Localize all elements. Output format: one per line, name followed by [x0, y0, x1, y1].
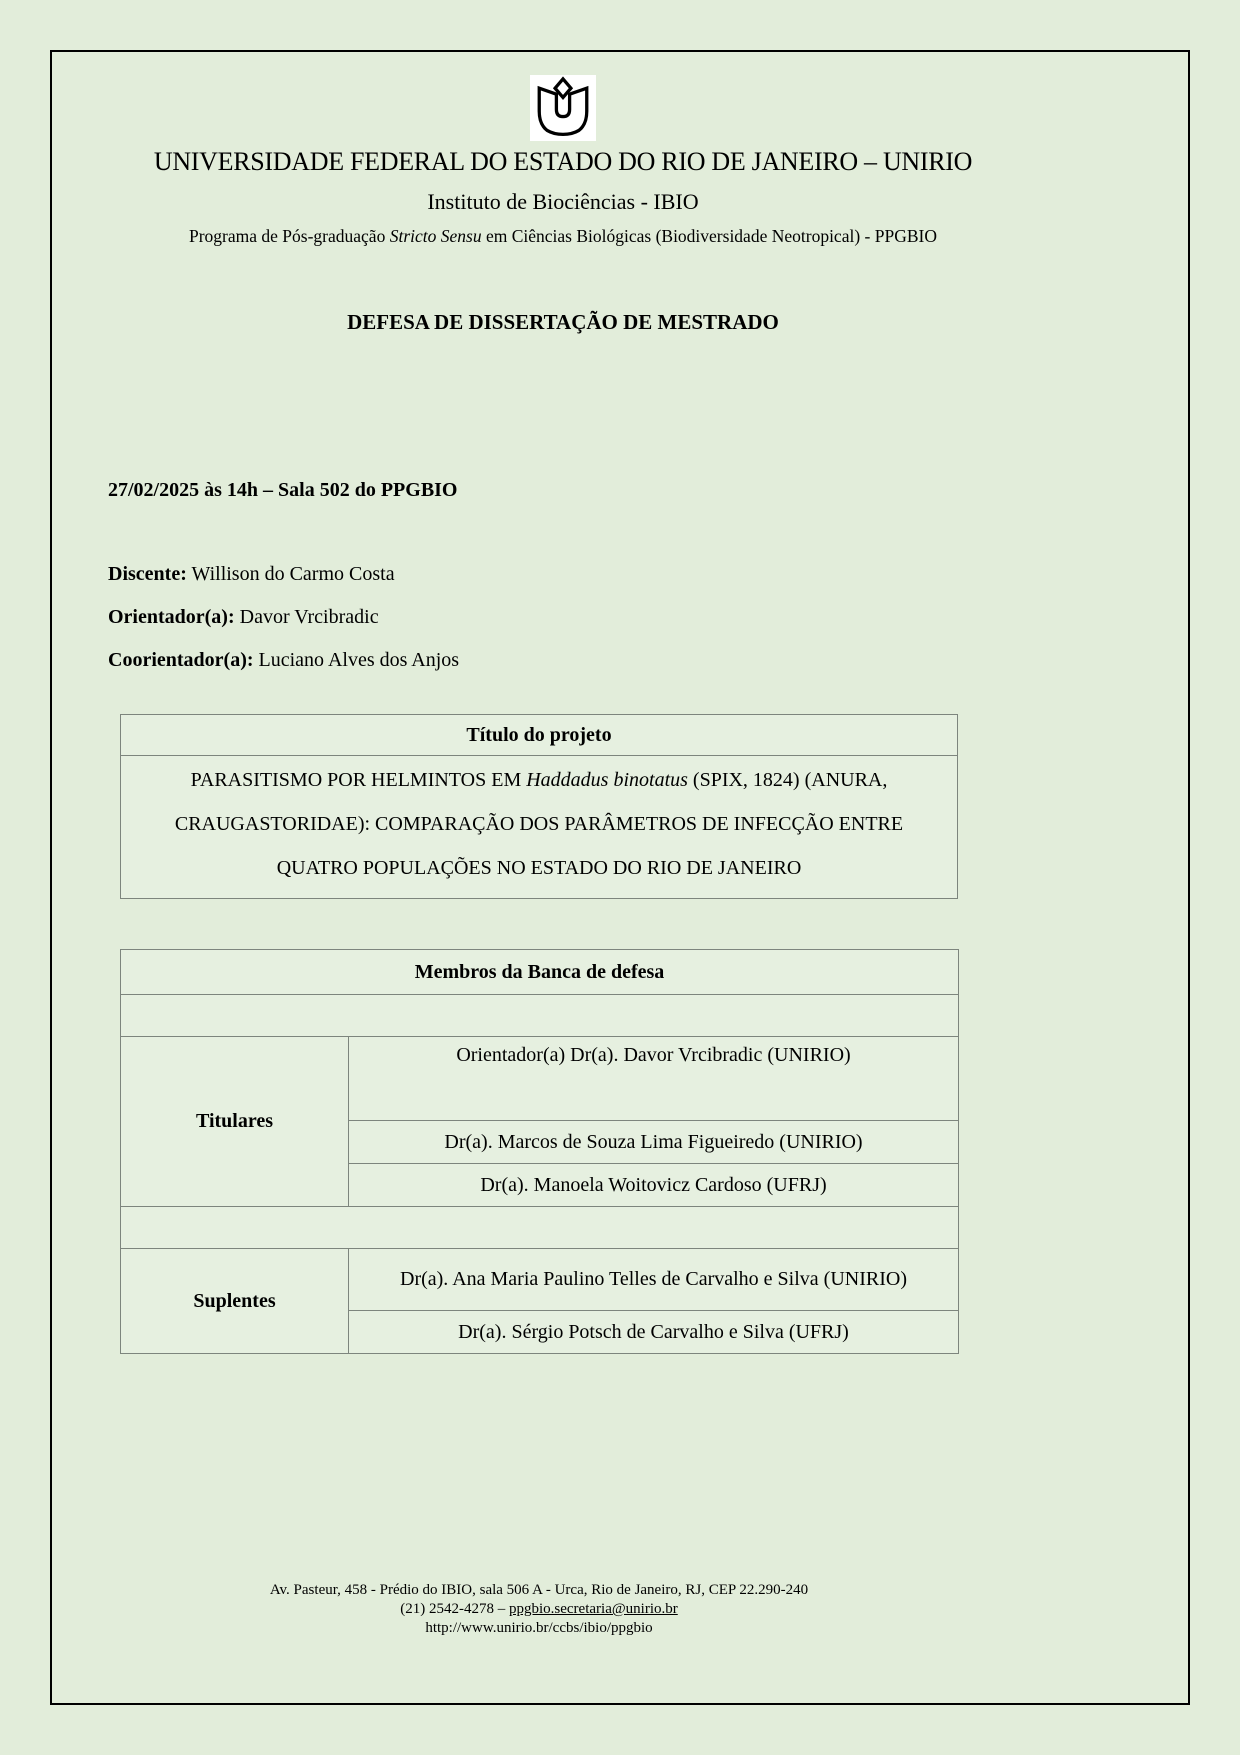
advisor-label: Orientador(a): — [108, 606, 235, 628]
university-name: UNIVERSIDADE FEDERAL DO ESTADO DO RIO DE JANEIRO – UNIRIO — [153, 147, 973, 176]
page-border-frame — [50, 50, 1190, 1705]
advisor-value: Davor Vrcibradic — [239, 606, 379, 628]
program-italic: Stricto Sensu — [389, 226, 482, 246]
student-value: Willison do Carmo Costa — [191, 563, 395, 585]
empty-row — [121, 995, 959, 1037]
titular-member-1: Orientador(a) Dr(a). Davor Vrcibradic (UNIRIO) — [349, 1037, 959, 1121]
datetime-room: 27/02/2025 às 14h – Sala 502 do PPGBIO — [108, 479, 458, 501]
participants-block — [108, 561, 1188, 673]
table-row — [121, 715, 958, 756]
advisor-line — [108, 604, 1188, 630]
committee-table — [120, 949, 959, 1354]
table-row — [121, 1037, 959, 1121]
empty-cell — [121, 1207, 959, 1249]
project-title-part1: PARASITISMO POR HELMINTOS EM — [190, 769, 527, 791]
project-title-species: Haddadus binotatus — [526, 769, 688, 791]
suplente-member-2: Dr(a). Sérgio Potsch de Carvalho e Silva (UFRJ) — [349, 1311, 959, 1354]
student-label: Discente: — [108, 563, 187, 585]
committee-table-header: Membros da Banca de defesa — [121, 950, 959, 995]
footer-address: Av. Pasteur, 458 - Prédio do IBIO, sala 506 A - Urca, Rio de Janeiro, RJ, CEP 22.290-240 — [269, 1582, 809, 1598]
footer-website: http://www.unirio.br/ccbs/ibio/ppgbio — [425, 1620, 653, 1636]
defense-title: DEFESA DE DISSERTAÇÃO DE MESTRADO — [347, 310, 779, 334]
coadvisor-label: Coorientador(a): — [108, 649, 254, 671]
program-suffix: em Ciências Biológicas (Biodiversidade Neotropical) - PPGBIO — [481, 226, 937, 246]
institute-name: Instituto de Biociências - IBIO — [427, 189, 699, 214]
unirio-logo-icon — [530, 75, 596, 141]
project-title-part2: (SPIX, 1824) (ANURA, CRAUGASTORIDAE): COMPARAÇÃO DOS PARÂMETROS DE INFECÇÃO ENTRE QUATRO POPULAÇÕES NO ESTADO DO RIO DE JANEIRO — [174, 769, 904, 879]
program-name — [108, 224, 1018, 248]
suplente-member-1 — [349, 1249, 959, 1311]
titular-member-3: Dr(a). Manoela Woitovicz Cardoso (UFRJ) — [349, 1164, 959, 1207]
empty-row — [121, 1207, 959, 1249]
project-table-header: Título do projeto — [121, 715, 958, 756]
program-prefix: Programa de Pós-graduação — [189, 226, 390, 246]
student-line — [108, 561, 1188, 587]
coadvisor-value: Luciano Alves dos Anjos — [258, 649, 460, 671]
table-row — [121, 1249, 959, 1311]
logo-container — [108, 75, 1018, 141]
footer-contact-line — [120, 1600, 958, 1619]
empty-cell — [121, 995, 959, 1037]
suplente-member-1-text: Dr(a). Ana Maria Paulino Telles de Carvalho e Silva (UNIRIO) — [400, 1268, 907, 1290]
titular-member-2: Dr(a). Marcos de Souza Lima Figueiredo (UNIRIO) — [349, 1121, 959, 1164]
suplentes-label-cell: Suplentes — [121, 1249, 349, 1354]
titulares-label-cell: Titulares — [121, 1037, 349, 1207]
coadvisor-line — [108, 647, 1188, 673]
project-title-table — [120, 714, 958, 899]
table-row — [121, 950, 959, 995]
table-row — [121, 756, 958, 899]
email-link[interactable]: ppgbio.secretaria@unirio.br — [508, 1601, 678, 1617]
project-title-cell — [121, 756, 958, 899]
footer — [120, 1581, 958, 1638]
footer-phone: (21) 2542-4278 – — [400, 1601, 509, 1617]
